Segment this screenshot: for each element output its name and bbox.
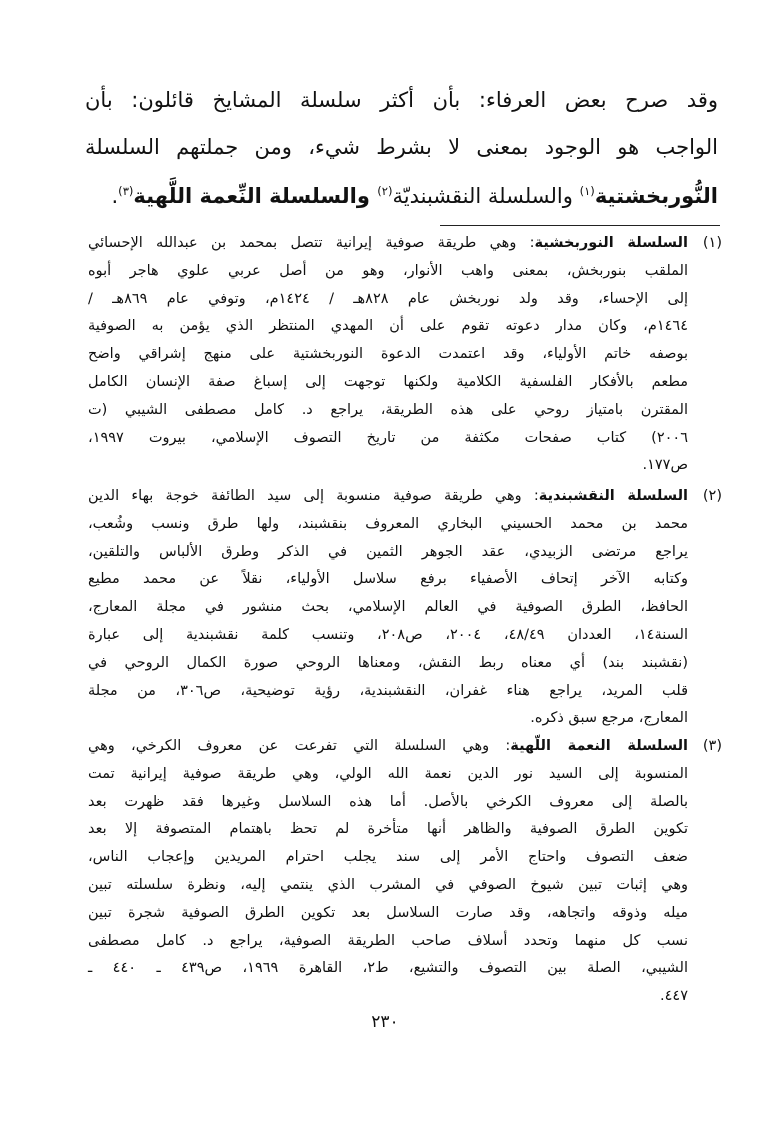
footnote-line: بوصفه خاتم الأولياء، وقد اعتمدت الدعوة النوربخشتية على منهج إشراقي واضح bbox=[88, 346, 688, 363]
footnote-ref-2[interactable]: (٢) bbox=[377, 184, 393, 198]
footnote-line: مطعم بالأفكار الفلسفية الكلامية ولكنها توجهت إلى إسباغ صفة الإنسان الكامل bbox=[88, 374, 688, 390]
footnote-line: محمد بن محمد الحسيني البخاري المعروف بنقشبند، ولها طرق ونسب وشُعب، bbox=[88, 515, 688, 532]
footnote-line: وكتابه الآخر إتحاف الأصفياء برفع سلاسل الأولياء، نقلاً عن محمد مطيع bbox=[88, 571, 688, 588]
footnote-separator bbox=[440, 225, 720, 226]
period: . bbox=[111, 184, 119, 208]
main-line bbox=[85, 171, 718, 211]
main-line: الواجب هو الوجود بمعنى لا بشرط شيء، ومن جملتهم السلسلة bbox=[85, 135, 718, 159]
term-naqshbandiya: والسلسلة النقشبنديّة bbox=[392, 184, 580, 208]
footnote-line: ضعف التصوف واحتاج الأمر إلى سند يجلب احترام المريدين وإعجاب الناس، bbox=[88, 849, 688, 866]
footnote-title: السلسلة النوربخشية bbox=[534, 235, 688, 251]
footnote-line: وهي إثبات تبين شيوخ الصوفي في المشرب الذي ينتمي إليه، ونظرة سلسلته تبين bbox=[88, 877, 688, 893]
footnote-line: ص١٧٧. bbox=[642, 457, 688, 474]
footnote-number: (٣) bbox=[702, 738, 722, 754]
footnote-number: (٢) bbox=[702, 488, 722, 504]
footnote-text: : وهي السلسلة التي تفرعت عن معروف الكرخي، وهي bbox=[88, 738, 511, 754]
term-nimatullahi: والسلسلة النِّعمة اللَّهية bbox=[133, 184, 378, 208]
footnote-line: ١٤٦٤م، وكان مدار دعوته تقوم على أن المهدي المنتظر الذي يؤمن به الصوفية bbox=[88, 318, 688, 335]
footnote-line: ٢٠٠٦) كتاب صفحات مكثفة من تاريخ التصوف الإسلامي، بيروت ١٩٩٧، bbox=[88, 429, 688, 446]
footnote-text: : وهي طريقة صوفية منسوبة إلى سيد الطائفة خوجة بهاء الدين bbox=[88, 488, 539, 504]
footnote-line: إلى الإحساء، وقد ولد نوربخش عام ٨٢٨هـ / ١٤٢٤م، وتوفي عام ٨٦٩هـ / bbox=[88, 290, 689, 307]
main-line: وقد صرح بعض العرفاء: بأن أكثر سلسلة المشايخ قائلون: بأن bbox=[85, 88, 718, 112]
footnote-number: (١) bbox=[702, 235, 722, 251]
footnote-line: الشيبي، الصلة بين التصوف والتشيع، ط٢، القاهرة ١٩٦٩، ص٤٣٩ ـ ٤٤٠ ـ bbox=[88, 960, 688, 977]
footnote-text: : وهي طريقة صوفية إيرانية تتصل بمحمد بن عبدالله الإحسائي bbox=[88, 235, 535, 251]
footnote-line: (نقشبند بند) أي معناه ربط النقش، ومعناها الروحي صورة الكمال الروحي في bbox=[88, 654, 688, 671]
footnote-line: المقترن بامتياز روحي على هذه الطريقة، يراجع د. كامل مصطفى الشيبي (ت bbox=[88, 401, 688, 418]
term-nurbakhshiya: النُّوربخشتية bbox=[594, 184, 718, 208]
footnote-line: تكوين الطرق الصوفية والظاهر أنها متأخرة لم تحظ باهتمام المتصوفة إلا بعد bbox=[88, 821, 688, 838]
footnote-title: السلسلة النقشبندية bbox=[538, 488, 688, 504]
footnote-line bbox=[88, 229, 688, 257]
footnote-line: الحافظ، الطرق الصوفية في العالم الإسلامي، بحث منشور في مجلة المعارج، bbox=[88, 599, 688, 616]
page-number: ٢٣٠ bbox=[371, 1012, 399, 1032]
footnote-line: بالصلة إلى معروف الكرخي بالأصل. أما هذه السلاسل وغيرها فقد ظهرت بعد bbox=[88, 793, 688, 810]
footnote-line: نسب كل منهما وتحدد أسلاف صاحب الطريقة الصوفية، يراجع د. كامل مصطفى bbox=[88, 932, 688, 949]
footnote-line: ميله وذوقه واتجاهه، وقد صارت السلاسل بعد تكوين الطرق الصوفية شجرة تبين bbox=[88, 904, 688, 921]
footnote-line: ٤٤٧. bbox=[660, 988, 688, 1005]
footnote-line: المعارج، مرجع سبق ذكره. bbox=[530, 710, 688, 727]
footnote-line: الملقب بنوربخش، بمعنى واهب الأنوار، وهو من أصل عربي علوي هاجر أبوه bbox=[88, 262, 688, 279]
footnote-line: السنة١٤، العددان ٤٨/٤٩، ٢٠٠٤، ص٢٠٨، وتنسب كلمة نقشبندية إلى عبارة bbox=[88, 627, 688, 643]
footnote-title: السلسلة النعمة اللّهية bbox=[510, 738, 688, 754]
footnote-line: قلب المريد، يراجع هناء غفران، النقشبندية، رؤية توضيحية، ص٣٠٦، من مجلة bbox=[88, 682, 688, 699]
footnote-line bbox=[88, 732, 688, 760]
footnote-line: المنسوبة إلى السيد نور الدين نعمة الله الولي، وهي طريقة صوفية إيرانية تمت bbox=[88, 765, 688, 782]
footnote-ref-1[interactable]: (١) bbox=[579, 184, 595, 198]
footnote-line: يراجع مرتضى الزبيدي، عقد الجوهر الثمين في الذكر وطرق الألباس والتلقين، bbox=[88, 543, 688, 560]
footnote-ref-3[interactable]: (٣) bbox=[118, 184, 134, 198]
footnote-line bbox=[88, 482, 688, 510]
